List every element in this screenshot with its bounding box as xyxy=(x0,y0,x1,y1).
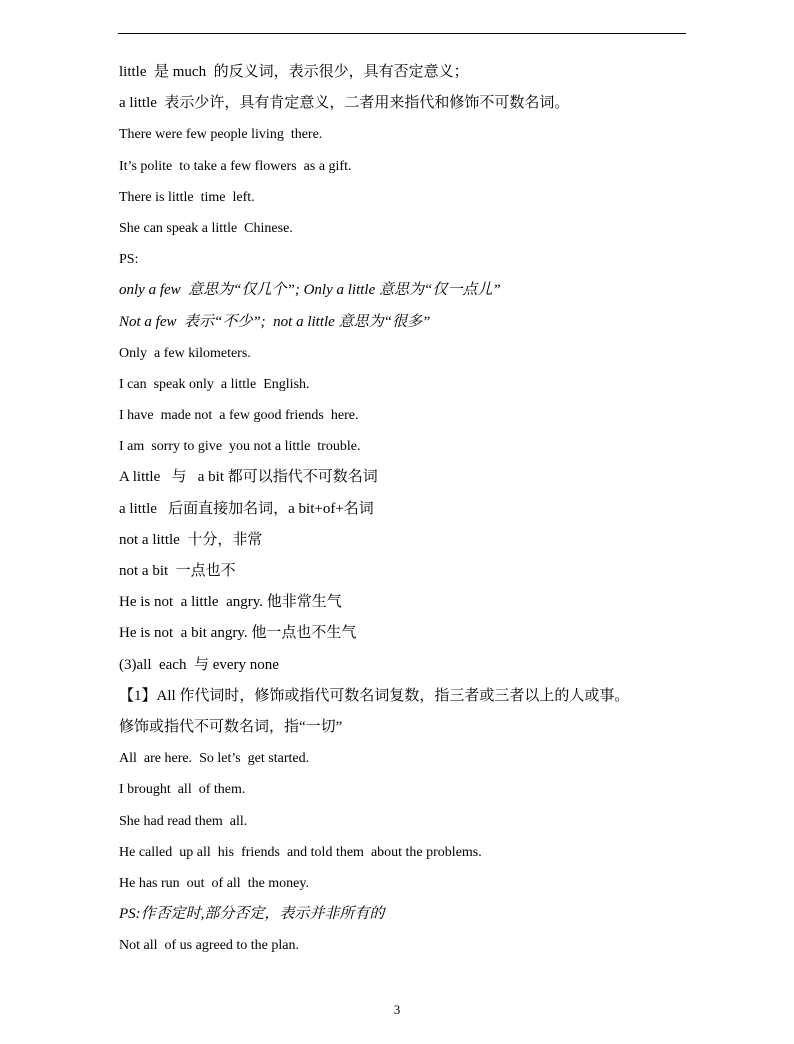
text-line: a little 后面直接加名词，a bit+of+名词 xyxy=(119,500,374,517)
example-sentence: There were few people living there. xyxy=(119,127,323,143)
example-sentence: She had read them all. xyxy=(119,813,248,829)
example-sentence: There is little time left. xyxy=(119,189,255,205)
header-rule xyxy=(118,33,686,34)
example-sentence: Only a few kilometers. xyxy=(119,345,251,361)
text-line: 修饰或指代不可数名词，指“一切” xyxy=(119,718,343,735)
example-sentence: I am sorry to give you not a little trouble. xyxy=(119,439,361,455)
document-body xyxy=(119,60,689,964)
example-sentence: It’s polite to take a few flowers as a gift. xyxy=(119,158,352,174)
example-sentence: He called up all his friends and told them about the problems. xyxy=(119,844,482,860)
example-sentence: I have made not a few good friends here. xyxy=(119,408,359,424)
example-sentence: He has run out of all the money. xyxy=(119,875,309,891)
example-sentence: He is not a bit angry. 他一点也不生气 xyxy=(119,625,357,642)
section-heading: (3)all each 与 every none xyxy=(119,656,279,673)
text-line: little 是 much 的反义词，表示很少，具有否定意义； xyxy=(119,64,469,80)
ps-note: only a few 意思为“仅几个”; Only a little 意思为“仅一点儿” xyxy=(119,282,501,299)
example-sentence: All are here. So let’s get started. xyxy=(119,751,310,767)
text-line: A little 与 a bit 都可以指代不可数名词 xyxy=(119,469,378,486)
rule-point: 【1】All 作代词时，修饰或指代可数名词复数，指三者或三者以上的人或事。 xyxy=(119,687,630,704)
text-line: a little 表示少许，具有肯定意义，二者用来指代和修饰不可数名词。 xyxy=(119,95,570,112)
example-sentence: I can speak only a little English. xyxy=(119,376,310,392)
example-sentence: She can speak a little Chinese. xyxy=(119,220,293,236)
text-line: not a little 十分，非常 xyxy=(119,531,263,548)
example-sentence: I brought all of them. xyxy=(119,782,246,798)
page-number: 3 xyxy=(393,1002,401,1017)
ps-note: PS:作否定时,部分否定，表示并非所有的 xyxy=(119,906,385,923)
text-line: not a bit 一点也不 xyxy=(119,563,236,579)
ps-note: Not a few 表示“不少”; not a little 意思为“很多” xyxy=(119,313,431,330)
example-sentence: Not all of us agreed to the plan. xyxy=(119,938,300,954)
ps-label: PS: xyxy=(119,252,139,268)
example-sentence: He is not a little angry. 他非常生气 xyxy=(119,594,342,611)
